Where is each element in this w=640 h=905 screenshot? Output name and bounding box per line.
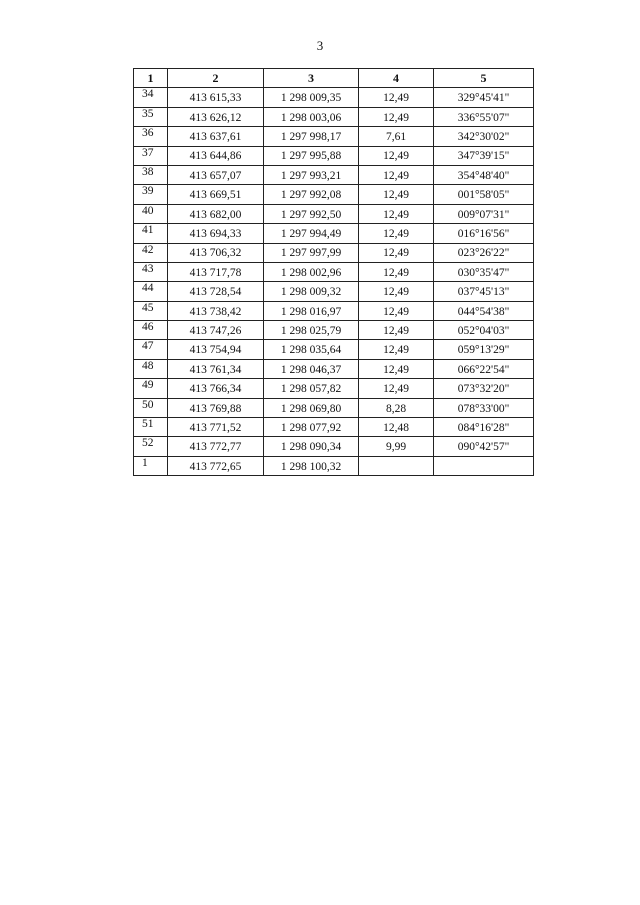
- y-coordinate-cell: 1 298 046,37: [264, 359, 359, 378]
- distance-cell: 12,49: [359, 282, 434, 301]
- y-coordinate-cell: 1 298 090,34: [264, 437, 359, 456]
- bearing-cell: 347°39'15": [434, 146, 534, 165]
- table-row: [134, 88, 534, 107]
- distance-cell: 12,49: [359, 243, 434, 262]
- point-number-cell: 35: [134, 107, 168, 126]
- point-number-cell: 45: [134, 301, 168, 320]
- bearing-cell: 001°58'05": [434, 185, 534, 204]
- bearing-cell: 066°22'54": [434, 359, 534, 378]
- distance-cell: 12,48: [359, 418, 434, 437]
- table-row: [134, 107, 534, 126]
- x-coordinate-cell: 413 754,94: [168, 340, 264, 359]
- table-header: [134, 69, 534, 88]
- x-coordinate-cell: 413 717,78: [168, 262, 264, 281]
- bearing-cell: 016°16'56": [434, 224, 534, 243]
- table-row: [134, 165, 534, 184]
- header-col-5: 5: [434, 69, 534, 88]
- y-coordinate-cell: 1 297 994,49: [264, 224, 359, 243]
- y-coordinate-cell: 1 297 992,50: [264, 204, 359, 223]
- header-col-3: 3: [264, 69, 359, 88]
- x-coordinate-cell: 413 761,34: [168, 359, 264, 378]
- point-number-cell: 44: [134, 282, 168, 301]
- bearing-cell: 030°35'47": [434, 262, 534, 281]
- distance-cell: 9,99: [359, 437, 434, 456]
- y-coordinate-cell: 1 297 995,88: [264, 146, 359, 165]
- point-number-cell: 41: [134, 224, 168, 243]
- distance-cell: 12,49: [359, 204, 434, 223]
- header-col-1: 1: [134, 69, 168, 88]
- header-col-4: 4: [359, 69, 434, 88]
- x-coordinate-cell: 413 772,77: [168, 437, 264, 456]
- bearing-cell: [434, 456, 534, 475]
- x-coordinate-cell: 413 644,86: [168, 146, 264, 165]
- header-col-2: 2: [168, 69, 264, 88]
- x-coordinate-cell: 413 682,00: [168, 204, 264, 223]
- point-number-cell: 42: [134, 243, 168, 262]
- point-number-cell: 38: [134, 165, 168, 184]
- table-body: [134, 88, 534, 476]
- distance-cell: 12,49: [359, 146, 434, 165]
- x-coordinate-cell: 413 615,33: [168, 88, 264, 107]
- distance-cell: 12,49: [359, 165, 434, 184]
- x-coordinate-cell: 413 771,52: [168, 418, 264, 437]
- bearing-cell: 090°42'57": [434, 437, 534, 456]
- point-number-cell: 48: [134, 359, 168, 378]
- table-row: [134, 204, 534, 223]
- table-row: [134, 379, 534, 398]
- distance-cell: 7,61: [359, 127, 434, 146]
- distance-cell: 12,49: [359, 301, 434, 320]
- table-row: [134, 243, 534, 262]
- distance-cell: [359, 456, 434, 475]
- point-number-cell: 40: [134, 204, 168, 223]
- table-row: [134, 127, 534, 146]
- x-coordinate-cell: 413 657,07: [168, 165, 264, 184]
- bearing-cell: 059°13'29": [434, 340, 534, 359]
- bearing-cell: 078°33'00": [434, 398, 534, 417]
- y-coordinate-cell: 1 298 009,35: [264, 88, 359, 107]
- table-row: [134, 340, 534, 359]
- table-row: [134, 146, 534, 165]
- table-row: [134, 282, 534, 301]
- x-coordinate-cell: 413 669,51: [168, 185, 264, 204]
- y-coordinate-cell: 1 297 998,17: [264, 127, 359, 146]
- y-coordinate-cell: 1 298 069,80: [264, 398, 359, 417]
- x-coordinate-cell: 413 772,65: [168, 456, 264, 475]
- point-number-cell: 47: [134, 340, 168, 359]
- table-row: [134, 437, 534, 456]
- y-coordinate-cell: 1 298 025,79: [264, 321, 359, 340]
- distance-cell: 12,49: [359, 107, 434, 126]
- distance-cell: 12,49: [359, 185, 434, 204]
- y-coordinate-cell: 1 298 009,32: [264, 282, 359, 301]
- bearing-cell: 044°54'38": [434, 301, 534, 320]
- y-coordinate-cell: 1 297 993,21: [264, 165, 359, 184]
- table-row: [134, 321, 534, 340]
- x-coordinate-cell: 413 728,54: [168, 282, 264, 301]
- coordinates-table: [133, 68, 534, 476]
- x-coordinate-cell: 413 769,88: [168, 398, 264, 417]
- y-coordinate-cell: 1 298 002,96: [264, 262, 359, 281]
- y-coordinate-cell: 1 298 035,64: [264, 340, 359, 359]
- point-number-cell: 43: [134, 262, 168, 281]
- x-coordinate-cell: 413 626,12: [168, 107, 264, 126]
- bearing-cell: 329°45'41": [434, 88, 534, 107]
- y-coordinate-cell: 1 298 077,92: [264, 418, 359, 437]
- y-coordinate-cell: 1 297 992,08: [264, 185, 359, 204]
- bearing-cell: 336°55'07": [434, 107, 534, 126]
- distance-cell: 12,49: [359, 321, 434, 340]
- point-number-cell: 1: [134, 456, 168, 475]
- x-coordinate-cell: 413 738,42: [168, 301, 264, 320]
- distance-cell: 12,49: [359, 359, 434, 378]
- point-number-cell: 46: [134, 321, 168, 340]
- bearing-cell: 354°48'40": [434, 165, 534, 184]
- bearing-cell: 037°45'13": [434, 282, 534, 301]
- distance-cell: 12,49: [359, 379, 434, 398]
- y-coordinate-cell: 1 298 016,97: [264, 301, 359, 320]
- table-row: [134, 418, 534, 437]
- point-number-cell: 49: [134, 379, 168, 398]
- table-row: [134, 224, 534, 243]
- distance-cell: 12,49: [359, 224, 434, 243]
- x-coordinate-cell: 413 766,34: [168, 379, 264, 398]
- y-coordinate-cell: 1 297 997,99: [264, 243, 359, 262]
- point-number-cell: 52: [134, 437, 168, 456]
- point-number-cell: 36: [134, 127, 168, 146]
- distance-cell: 12,49: [359, 340, 434, 359]
- bearing-cell: 073°32'20": [434, 379, 534, 398]
- point-number-cell: 50: [134, 398, 168, 417]
- x-coordinate-cell: 413 637,61: [168, 127, 264, 146]
- table-row: [134, 301, 534, 320]
- table-row: [134, 456, 534, 475]
- header-row: [134, 69, 534, 88]
- distance-cell: 8,28: [359, 398, 434, 417]
- distance-cell: 12,49: [359, 88, 434, 107]
- y-coordinate-cell: 1 298 100,32: [264, 456, 359, 475]
- x-coordinate-cell: 413 706,32: [168, 243, 264, 262]
- bearing-cell: 084°16'28": [434, 418, 534, 437]
- x-coordinate-cell: 413 694,33: [168, 224, 264, 243]
- y-coordinate-cell: 1 298 057,82: [264, 379, 359, 398]
- table-row: [134, 262, 534, 281]
- bearing-cell: 023°26'22": [434, 243, 534, 262]
- y-coordinate-cell: 1 298 003,06: [264, 107, 359, 126]
- bearing-cell: 342°30'02": [434, 127, 534, 146]
- distance-cell: 12,49: [359, 262, 434, 281]
- point-number-cell: 37: [134, 146, 168, 165]
- x-coordinate-cell: 413 747,26: [168, 321, 264, 340]
- page-number: 3: [316, 38, 324, 53]
- point-number-cell: 51: [134, 418, 168, 437]
- table-row: [134, 185, 534, 204]
- point-number-cell: 39: [134, 185, 168, 204]
- bearing-cell: 052°04'03": [434, 321, 534, 340]
- point-number-cell: 34: [134, 88, 168, 107]
- table-row: [134, 398, 534, 417]
- table-row: [134, 359, 534, 378]
- bearing-cell: 009°07'31": [434, 204, 534, 223]
